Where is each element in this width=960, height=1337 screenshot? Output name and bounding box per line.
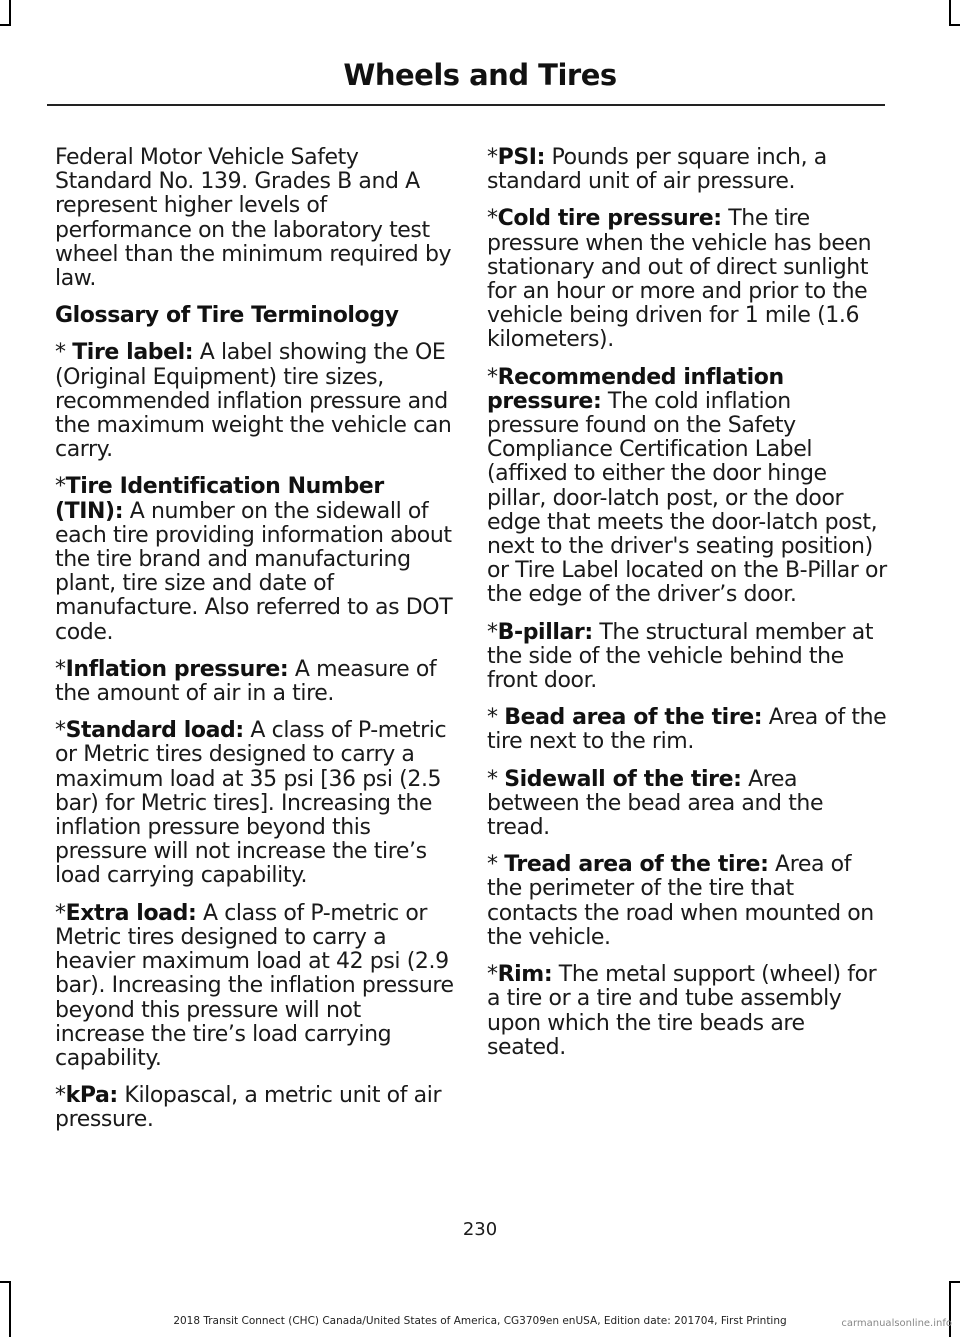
entry-term: Bead area of the tire: [504,705,763,731]
entry-term: Rim: [497,962,553,988]
glossary-entry [487,621,887,694]
glossary-entry [55,658,455,706]
glossary-entry [55,1084,455,1132]
left-column [55,146,455,1146]
entry-definition: A label showing the OE (Original Equipment) tire sizes, recommended inflation pressure and the maximum weight the vehicle can carry. [55,340,452,463]
entry-term: Tread area of the tire: [504,852,769,878]
glossary-entry [55,902,455,1071]
entry-term: Standard load: [65,718,244,744]
entry-bullet: * [55,1083,66,1109]
entry-bullet: * [487,145,498,170]
entry-term: B-pillar: [497,619,593,645]
page-title: Wheels and Tires [343,58,617,92]
watermark: carmanualsonline.info [841,1318,952,1329]
entry-definition: Area of the tire next to the rim. [487,705,887,755]
glossary-entry [55,475,455,644]
entry-definition: A class of P-metric or Metric tires designed to carry a maximum load at 35 psi [36 psi (2.5 bar) for Metric tires]. Increasing the inflation pressure beyond this pressure will not increase the tire’s load carrying capability. [55,718,447,889]
entry-bullet: * [55,718,66,744]
entry-definition: Kilopascal, a metric unit of air pressure. [55,1083,442,1133]
entry-term: Cold tire pressure: [497,206,722,232]
glossary-entry [487,146,887,194]
crop-mark-top-right [949,0,951,26]
entry-bullet: * [55,474,66,500]
entry-term: Inflation pressure: [65,656,289,682]
crop-mark-top-left [9,0,11,26]
entry-definition: The tire pressure when the vehicle has been stationary and out of direct sunlight for an hour or more and prior to the vehicle being driven for 1 mile (1.6 kilometers). [487,206,872,353]
entry-bullet: * [55,900,66,926]
entry-term: PSI: [497,145,545,170]
right-column [487,146,887,1073]
entry-definition: Pounds per square inch, a standard unit of air pressure. [487,145,827,195]
entry-term: Recommended inflation pressure: [487,364,784,414]
entry-term: Extra load: [65,900,197,926]
entry-bullet: * [55,340,73,366]
entry-definition: The cold inflation pressure found on the Safety Compliance Certification Label (affixed to either the door hinge pillar, door-latch post, or the door edge that meets the door-latch post, next to the driver's seating position) or Tire Label located on the B-Pillar or the edge of the driver’s door. [487,388,887,608]
entry-bullet: * [55,656,66,682]
entry-definition: A class of P-metric or Metric tires designed to carry a heavier maximum load at 42 psi (2.9 bar). Increasing the inflation pressure beyond this pressure will not increase the tire’s load carrying capability. [55,900,454,1071]
crop-mark-top-right-h [949,24,960,26]
glossary-entry [487,366,887,608]
entry-term: Sidewall of the tire: [504,766,742,792]
glossary-entry [487,706,887,754]
right-glossary-list [487,146,887,1060]
entry-definition: Area between the bead area and the tread. [487,766,824,841]
entry-bullet: * [487,852,505,878]
crop-mark-bottom-left-h [0,1281,11,1283]
left-glossary-list [55,341,455,1132]
entry-term: Tire label: [72,340,194,366]
entry-term: Tire Identification Number (TIN): [55,474,384,524]
entry-term: kPa: [65,1083,118,1109]
entry-definition: A number on the sidewall of each tire providing information about the tire brand and manufacturing plant, tire size and date of manufacture. Also referred to as DOT code. [55,498,453,645]
page-number: 230 [462,1219,498,1240]
header-divider [47,104,885,106]
glossary-entry [487,768,887,841]
glossary-entry [487,963,887,1060]
entry-bullet: * [487,364,498,390]
glossary-entry [487,207,887,352]
crop-mark-bottom-right-h [949,1281,960,1283]
entry-bullet: * [487,766,505,792]
glossary-heading: Glossary of Tire Terminology [55,303,399,329]
glossary-entry [55,341,455,462]
glossary-entry [487,853,887,950]
glossary-entry [55,719,455,888]
crop-mark-bottom-left [9,1281,11,1337]
entry-bullet: * [487,705,505,731]
entry-bullet: * [487,619,498,645]
intro-paragraph: Federal Motor Vehicle Safety Standard No. 139. Grades B and A represent higher levels of performance on the laboratory test wheel than the minimum required by law. [55,145,452,292]
crop-mark-top-left-h [0,24,11,26]
entry-definition: The metal support (wheel) for a tire or a tire and tube assembly upon which the tire beads are seated. [487,962,877,1060]
entry-bullet: * [487,962,498,988]
entry-definition: A measure of the amount of air in a tire. [55,656,437,707]
entry-bullet: * [487,206,498,232]
entry-definition: Area of the perimeter of the tire that contacts the road when mounted on the vehicle. [487,852,874,950]
entry-definition: The structural member at the side of the vehicle behind the front door. [487,619,874,694]
footer-edition-info: 2018 Transit Connect (CHC) Canada/United States of America, CG3709en enUSA, Edition date: 201704, First Printing [173,1315,787,1327]
